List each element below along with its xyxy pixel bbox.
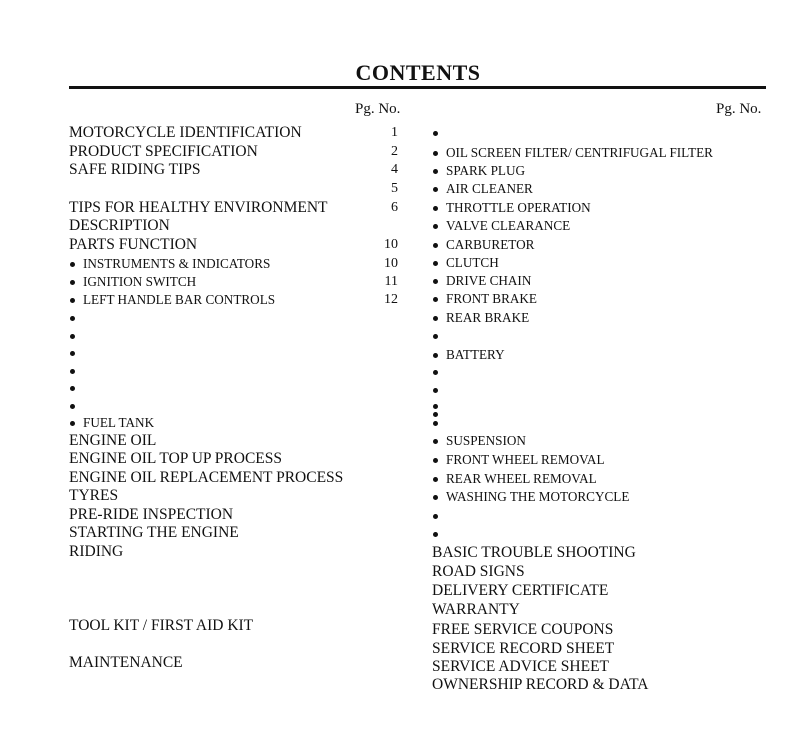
toc-entry	[69, 362, 83, 380]
toc-entry	[69, 450, 282, 468]
toc-entry-label: SERVICE ADVICE SHEET	[432, 658, 610, 675]
toc-entry	[69, 124, 302, 142]
title-rule	[69, 86, 766, 89]
toc-page-number: 10	[384, 237, 398, 252]
toc-page-number: 6	[391, 200, 398, 215]
toc-entry	[432, 236, 534, 254]
toc-entry-label: ENGINE OIL REPLACEMENT PROCESS	[69, 469, 344, 486]
toc-entry-label: TIPS FOR HEALTHY ENVIRONMENT	[69, 199, 328, 216]
toc-entry	[432, 582, 608, 600]
toc-entry	[69, 309, 83, 327]
toc-entry	[432, 180, 533, 198]
toc-entry-label: REAR BRAKE	[446, 310, 530, 325]
toc-entry-label: CARBURETOR	[446, 237, 535, 252]
toc-entry	[432, 124, 446, 142]
toc-entry-label: INSTRUMENTS & INDICATORS	[83, 256, 271, 271]
toc-entry	[69, 161, 201, 179]
toc-entry-label: SERVICE RECORD SHEET	[432, 640, 615, 657]
toc-entry	[69, 327, 83, 345]
toc-entry-label: FREE SERVICE COUPONS	[432, 621, 614, 638]
toc-entry	[69, 469, 343, 487]
toc-entry-label: AIR CLEANER	[446, 181, 533, 196]
toc-page-number: 2	[391, 144, 398, 159]
toc-entry	[432, 544, 636, 562]
toc-entry	[432, 290, 537, 308]
toc-entry	[432, 309, 529, 327]
toc-entry-label: SUSPENSION	[446, 433, 526, 448]
toc-entry-label: DESCRIPTION	[69, 217, 170, 234]
toc-entry	[432, 563, 525, 581]
toc-entry	[69, 432, 156, 450]
toc-entry	[69, 487, 118, 505]
toc-entry-label: STARTING THE ENGINE	[69, 524, 239, 541]
toc-entry	[69, 255, 270, 273]
toc-page-number: 1	[391, 125, 398, 140]
toc-entry	[432, 254, 499, 272]
toc-entry-label: IGNITION SWITCH	[83, 274, 197, 289]
toc-entry	[69, 236, 197, 254]
toc-entry	[69, 617, 253, 635]
toc-entry	[69, 217, 170, 235]
toc-entry	[432, 432, 526, 450]
toc-entry-label: SAFE RIDING TIPS	[69, 161, 201, 178]
toc-entry	[432, 676, 649, 694]
toc-entry-label: BATTERY	[446, 347, 505, 362]
toc-entry-label: DRIVE CHAIN	[446, 273, 532, 288]
toc-entry-label: CLUTCH	[446, 255, 499, 270]
toc-entry	[69, 654, 183, 672]
toc-entry	[69, 524, 239, 542]
toc-entry	[432, 363, 446, 381]
toc-entry-label: MAINTENANCE	[69, 654, 183, 671]
page-number-header-right: Pg. No.	[716, 101, 762, 117]
toc-entry-label: RIDING	[69, 543, 124, 560]
toc-entry	[432, 507, 446, 525]
toc-entry	[69, 397, 83, 415]
toc-entry	[432, 601, 520, 619]
toc-entry-label: PRODUCT SPECIFICATION	[69, 143, 258, 160]
toc-entry-label: DELIVERY CERTIFICATE	[432, 582, 609, 599]
toc-entry	[432, 144, 713, 162]
toc-entry-label: TYRES	[69, 487, 119, 504]
toc-entry-label: PARTS FUNCTION	[69, 236, 198, 253]
toc-entry-label: ENGINE OIL TOP UP PROCESS	[69, 450, 283, 467]
toc-entry-label: OWNERSHIP RECORD & DATA	[432, 676, 649, 693]
toc-entry-label: WASHING THE MOTORCYCLE	[446, 489, 630, 504]
toc-entry-label: FRONT BRAKE	[446, 291, 537, 306]
toc-entry	[69, 199, 327, 217]
toc-entry-label: FRONT WHEEL REMOVAL	[446, 452, 605, 467]
toc-page-number: 12	[384, 292, 398, 307]
toc-entry	[432, 327, 446, 345]
toc-entry-label: MOTORCYCLE IDENTIFICATION	[69, 124, 302, 141]
toc-entry-label: THROTTLE OPERATION	[446, 200, 591, 215]
toc-entry	[432, 525, 446, 543]
toc-entry-label: SPARK PLUG	[446, 163, 526, 178]
toc-entry	[432, 346, 505, 364]
toc-entry	[432, 470, 597, 488]
toc-entry	[432, 272, 531, 290]
toc-entry	[69, 506, 233, 524]
toc-entry	[432, 621, 613, 639]
toc-entry	[69, 344, 83, 362]
toc-page-number: 11	[384, 274, 398, 289]
page-title: CONTENTS	[355, 60, 481, 85]
toc-entry-label: TOOL KIT / FIRST AID KIT	[69, 617, 254, 634]
toc-entry-label: FUEL TANK	[83, 415, 155, 430]
toc-entry-label: VALVE CLEARANCE	[446, 218, 571, 233]
toc-entry-label: ENGINE OIL	[69, 432, 157, 449]
toc-entry	[432, 217, 570, 235]
toc-entry	[69, 543, 123, 561]
page-number-header-left: Pg. No.	[355, 101, 401, 117]
toc-entry-label: WARRANTY	[432, 601, 520, 618]
toc-entry	[69, 291, 275, 309]
toc-entry	[432, 488, 629, 506]
toc-entry	[69, 379, 83, 397]
toc-entry	[432, 199, 591, 217]
toc-entry	[69, 414, 154, 432]
toc-entry	[432, 451, 605, 469]
toc-entry-label: BASIC TROUBLE SHOOTING	[432, 544, 636, 561]
toc-entry-label: PRE-RIDE INSPECTION	[69, 506, 234, 523]
toc-page-number: 4	[391, 162, 398, 177]
toc-entry	[432, 640, 614, 658]
toc-entry	[69, 273, 196, 291]
toc-entry	[69, 143, 258, 161]
toc-entry-label: OIL SCREEN FILTER/ CENTRIFUGAL FILTER	[446, 145, 713, 160]
toc-entry-label: REAR WHEEL REMOVAL	[446, 471, 597, 486]
toc-page-number: 10	[384, 256, 398, 271]
toc-entry	[432, 414, 446, 432]
toc-page-number: 5	[391, 181, 398, 196]
toc-entry	[432, 658, 609, 676]
toc-entry	[432, 162, 525, 180]
toc-entry-label: LEFT HANDLE BAR CONTROLS	[83, 292, 276, 307]
toc-entry-label: ROAD SIGNS	[432, 563, 525, 580]
